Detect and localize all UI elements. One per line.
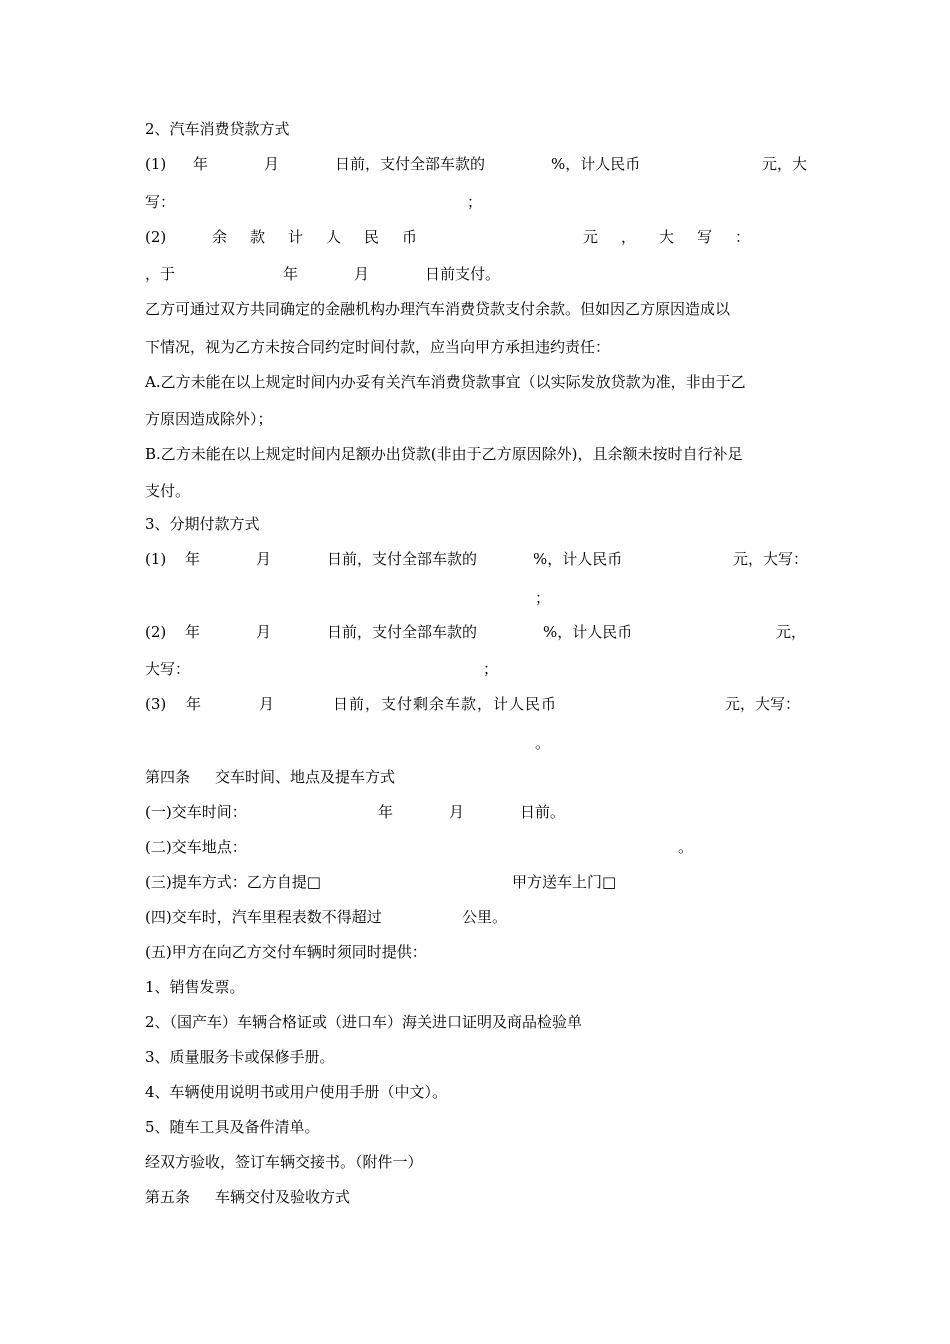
spaced-char: 民 [364,228,380,246]
month-label: 月 [354,265,370,283]
section-heading: 2、汽车消费贷款方式 [145,120,290,138]
year-label: 年 [185,550,201,568]
paragraph-line: 方原因造成除外）； [145,410,273,428]
item-number: (2) [145,228,167,246]
month-label: 月 [449,803,465,821]
clause-text: 甲方送车上门□ [512,873,617,891]
paragraph-line: 乙方可通过双方共同确定的金融机构办理汽车消费贷款支付余款。但如因乙方原因造成以 [145,300,731,318]
clause-text: 日前支付。 [425,265,501,283]
clause-text: ，于 [145,265,176,283]
list-item: 1、销售发票。 [145,978,245,996]
clause-text: (一)交车时间： [145,803,247,821]
clause-text: 公里。 [462,908,508,926]
spaced-char: 大 [659,228,675,246]
clause-text: 写： [145,193,176,211]
clause-text: 日前，支付全部车款的 [327,623,478,641]
clause-text: 元，大写： [733,550,809,568]
spaced-char: 计 [288,228,304,246]
list-item: 5、随车工具及备件清单。 [145,1118,320,1136]
year-label: 年 [185,623,201,641]
item-number: (1) [145,155,167,173]
item-number: (2) [145,623,167,641]
list-item: 3、质量服务卡或保修手册。 [145,1048,335,1066]
paragraph-line: A.乙方未能在以上规定时间内办妥有关汽车消费贷款事宜（以实际发放贷款为准，非由于乙 [145,373,746,391]
clause-text: 大写： [145,660,191,678]
clause-text: 。 [678,838,694,856]
spaced-char: ： [735,228,751,246]
spaced-char: 写 [697,228,713,246]
clause-text: (二)交车地点： [145,838,247,856]
month-label: 月 [264,155,280,173]
year-label: 年 [283,265,299,283]
section-heading: 3、分期付款方式 [145,515,260,533]
clause-text: 日前，支付剩余车款，计人民币 [333,695,558,713]
item-number: (1) [145,550,167,568]
spaced-char: 余 [212,228,228,246]
clause-text: 。 [535,734,551,752]
article-title: 交车时间、地点及提车方式 [215,768,396,786]
spaced-char: 款 [250,228,266,246]
year-label: 年 [186,695,202,713]
month-label: 月 [259,695,275,713]
clause-text: %，计人民币 [551,155,641,173]
paragraph-line: 下情况，视为乙方未按合同约定时间付款，应当向甲方承担违约责任： [145,338,611,356]
clause-text: ； [535,589,551,607]
article-heading: 第五条 [145,1188,191,1206]
year-label: 年 [378,803,394,821]
spaced-char: 币 [402,228,418,246]
clause-text: 元， [776,623,807,641]
spaced-char: 元 [583,228,599,246]
month-label: 月 [256,623,272,641]
clause-text: 元，大 [762,155,808,173]
spaced-char: ， [621,228,637,246]
clause-text: 元，大写： [725,695,801,713]
item-number: (3) [145,695,167,713]
list-item: 2、（国产车）车辆合格证或（进口车）海关进口证明及商品检验单 [145,1013,583,1031]
article-heading: 第四条 [145,768,191,786]
year-label: 年 [193,155,209,173]
clause-text: %，计人民币 [543,623,633,641]
clause-text: (五)甲方在向乙方交付车辆时须同时提供： [145,943,427,961]
paragraph-line: B.乙方未能在以上规定时间内足额办出贷款(非由于乙方原因除外)，且余额未按时自行补足 [145,445,743,463]
clause-text: 日前，支付全部车款的 [335,155,486,173]
clause-text: 日前，支付全部车款的 [327,550,478,568]
article-title: 车辆交付及验收方式 [215,1188,351,1206]
paragraph-line: 支付。 [145,482,191,500]
clause-text: ； [483,660,499,678]
clause-text: ； [467,193,483,211]
clause-text: 日前。 [520,803,566,821]
clause-text: (三)提车方式：乙方自提□ [145,873,321,891]
month-label: 月 [256,550,272,568]
clause-text: %，计人民币 [533,550,623,568]
spaced-char: 人 [326,228,342,246]
paragraph-line: 经双方验收，签订车辆交接书。（附件一） [145,1153,423,1171]
list-item: 4、车辆使用说明书或用户使用手册（中文）。 [145,1083,448,1101]
clause-text: (四)交车时，汽车里程表数不得超过 [145,908,382,926]
